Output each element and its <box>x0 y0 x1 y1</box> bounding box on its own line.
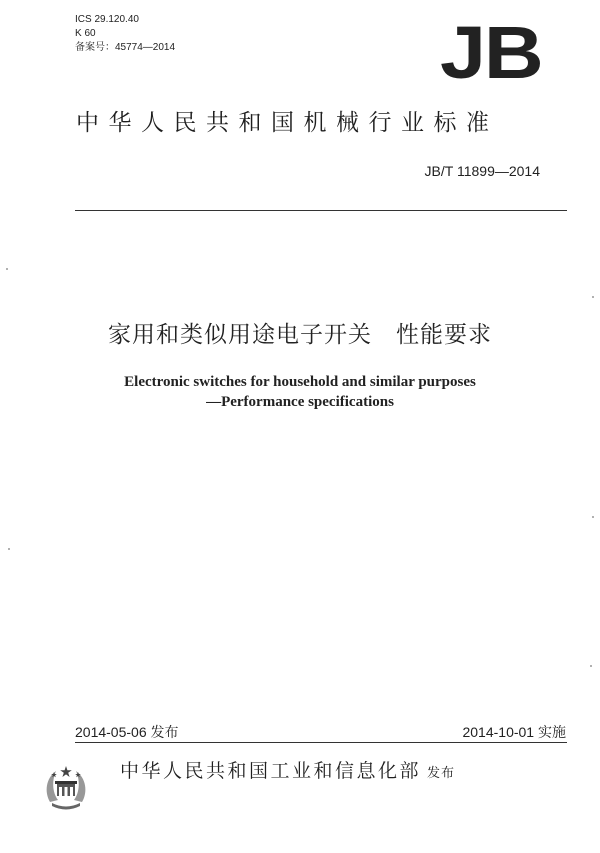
national-emblem-icon <box>40 762 92 814</box>
bottom-divider <box>75 742 567 743</box>
title-english-line1: Electronic switches for household and similar purposes <box>124 374 476 390</box>
title-chinese: 家用和类似用途电子开关 性能要求 <box>108 322 492 348</box>
scan-speck <box>8 548 10 550</box>
jb-logo: JB <box>440 11 542 94</box>
ccs-code: K 60 <box>75 28 96 39</box>
scan-speck <box>590 665 592 667</box>
standard-category-title: 中华人民共和国机械行业标准 <box>76 110 499 136</box>
effective-date: 2014-10-01 实施 <box>462 724 566 740</box>
issuing-authority <box>120 757 455 788</box>
scan-speck <box>6 268 8 270</box>
issue-date: 2014-05-06 发布 <box>75 724 179 740</box>
standard-number: JB/T 11899—2014 <box>424 163 540 179</box>
scan-speck <box>592 516 594 518</box>
top-divider <box>75 210 567 211</box>
issuer-suffix: 发布 <box>427 766 456 781</box>
filing-number: 备案号：45774—2014 <box>75 42 176 53</box>
issuer-name: 中华人民共和国工业和信息化部 <box>120 760 422 782</box>
ics-code: ICS 29.120.40 <box>75 14 139 25</box>
title-english-line2: —Performance specifications <box>206 394 394 410</box>
scan-speck <box>592 296 594 298</box>
